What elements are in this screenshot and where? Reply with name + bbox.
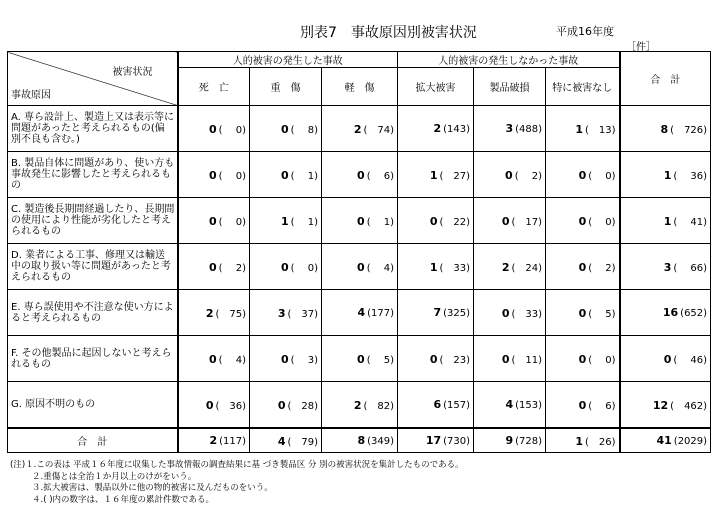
- cell-cumulative: ( 2): [218, 263, 246, 274]
- cell-count: 17: [425, 434, 442, 447]
- cell-count: 0: [209, 123, 217, 136]
- cell-count: 1: [429, 261, 438, 274]
- cell-count: 1: [575, 435, 584, 448]
- table-cell: [250, 290, 322, 336]
- cell-cumulative: (2029): [673, 436, 708, 447]
- cell-count: 0: [281, 123, 289, 136]
- cell-cumulative: ( 17): [511, 217, 543, 228]
- cell-cumulative: (157): [443, 400, 471, 411]
- table-cell: [546, 152, 620, 198]
- table-cell: [398, 198, 474, 244]
- table-cell: [620, 428, 711, 453]
- cell-cumulative: ( 4): [218, 355, 246, 366]
- cell-cumulative: ( 1): [290, 171, 318, 182]
- cell-cumulative: ( 1): [366, 217, 395, 228]
- cell-count: 0: [505, 169, 513, 182]
- cell-count: 0: [357, 215, 365, 228]
- cell-count: 4: [357, 306, 366, 319]
- cell-cumulative: ( 462): [670, 401, 708, 412]
- table-cell: [620, 244, 711, 290]
- header-spread-damage: 拡大被害: [398, 68, 474, 106]
- cell-count: 0: [357, 169, 365, 182]
- table-cell: [546, 290, 620, 336]
- table-cell: [250, 152, 322, 198]
- table-cell: [250, 106, 322, 152]
- cell-count: 2: [353, 399, 362, 412]
- header-damage-status: 被害状況: [112, 67, 153, 78]
- cell-cumulative: ( 74): [363, 125, 395, 136]
- cell-cumulative: ( 37): [287, 309, 318, 320]
- cell-count: 0: [209, 353, 217, 366]
- cell-cumulative: ( 75): [215, 309, 246, 320]
- cell-count: 0: [578, 399, 587, 412]
- cell-count: 0: [205, 399, 214, 412]
- table-cell: [398, 428, 474, 453]
- table-cell: [322, 336, 398, 382]
- row-cause-label: E. 専ら誤使用や不注意な使い方によると考えられるもの: [8, 290, 178, 336]
- table-cell: [178, 152, 250, 198]
- cell-count: 2: [501, 261, 510, 274]
- cell-count: 0: [501, 215, 510, 228]
- table-cell: [322, 152, 398, 198]
- table-cell: [398, 106, 474, 152]
- footnote-3: ３.拡大被害は、製品以外に他の物的被害に及んだものをいう。: [32, 483, 273, 493]
- cell-cumulative: (349): [367, 436, 395, 447]
- cell-cumulative: ( 0): [588, 217, 616, 228]
- footnote-1: (注)１.この表は 平成１６年度に収集した事故情報の調査結果に基 づき製品区 分 別の被害状況を集計したものである。: [10, 460, 464, 470]
- cell-cumulative: ( 0): [588, 355, 616, 366]
- header-group-injury: 人的被害の発生した事故: [178, 52, 398, 68]
- cell-count: 3: [663, 261, 672, 274]
- cell-count: 8: [357, 434, 366, 447]
- header-minor-injury: 軽 傷: [322, 68, 398, 106]
- cell-count: 0: [429, 353, 438, 366]
- cell-count: 12: [652, 399, 669, 412]
- cell-count: 0: [578, 215, 587, 228]
- table-cell: [620, 198, 711, 244]
- header-product-damage: 製品破損: [474, 68, 546, 106]
- table-cell: [250, 198, 322, 244]
- table-row: [8, 336, 711, 382]
- cell-count: 0: [578, 307, 587, 320]
- cell-cumulative: (488): [515, 124, 543, 135]
- table-cell: [322, 198, 398, 244]
- table-cell: [178, 382, 250, 429]
- cell-cumulative: ( 6): [588, 401, 616, 412]
- cell-cumulative: ( 4): [366, 263, 395, 274]
- table-cell: [620, 290, 711, 336]
- cell-count: 1: [281, 215, 289, 228]
- cell-cumulative: (117): [219, 436, 246, 447]
- header-no-damage: 特に被害なし: [546, 68, 620, 106]
- cell-count: 6: [433, 398, 442, 411]
- table-row: [8, 244, 711, 290]
- table-cell: [546, 244, 620, 290]
- row-cause-label: B. 製品自体に問題があり、使い方も事故発生に影響したと考えられるもの: [8, 152, 178, 198]
- table-cell: [546, 106, 620, 152]
- unit-label: ［件］: [626, 42, 656, 53]
- row-cause-label: A. 専ら設計上、製造上又は表示等に問題があったと考えられるもの(偏別不良も含む。): [8, 106, 178, 152]
- cell-count: 0: [209, 261, 217, 274]
- table-cell: [546, 382, 620, 429]
- table-cell: [250, 336, 322, 382]
- cell-count: 2: [205, 307, 214, 320]
- cell-count: 0: [663, 353, 672, 366]
- cell-count: 8: [660, 123, 669, 136]
- total-row: [8, 428, 711, 453]
- cell-count: 0: [209, 215, 217, 228]
- footnotes: [10, 460, 464, 506]
- cell-cumulative: ( 33): [439, 263, 471, 274]
- cell-cumulative: ( 3): [290, 355, 318, 366]
- table-cell: [474, 382, 546, 429]
- cell-cumulative: (652): [680, 308, 708, 319]
- cell-cumulative: ( 33): [511, 309, 543, 320]
- table-cell: [620, 106, 711, 152]
- cell-count: 1: [575, 123, 584, 136]
- table-cell: [250, 244, 322, 290]
- cell-cumulative: ( 22): [439, 217, 471, 228]
- cell-count: 0: [578, 261, 587, 274]
- cell-cumulative: ( 23): [439, 355, 471, 366]
- table-cell: [398, 244, 474, 290]
- cell-cumulative: ( 2): [588, 263, 616, 274]
- table-cell: [620, 152, 711, 198]
- cell-cumulative: ( 36): [673, 171, 708, 182]
- cell-count: 7: [433, 306, 442, 319]
- cell-cumulative: ( 41): [673, 217, 708, 228]
- header-serious-injury: 重 傷: [250, 68, 322, 106]
- cell-cumulative: ( 2): [514, 171, 543, 182]
- fiscal-year-label: 平成16年度: [556, 25, 614, 38]
- cell-count: 0: [357, 261, 365, 274]
- table-cell: [398, 336, 474, 382]
- table-cell: [322, 290, 398, 336]
- cell-cumulative: ( 26): [585, 437, 616, 448]
- table-row: [8, 290, 711, 336]
- table-cell: [474, 152, 546, 198]
- table-row: [8, 106, 711, 152]
- cell-count: 16: [662, 306, 679, 319]
- header-diagonal-cell: [8, 52, 178, 106]
- table-cell: [322, 428, 398, 453]
- cell-cumulative: (177): [367, 308, 395, 319]
- row-cause-label: G. 原因不明のもの: [8, 382, 178, 429]
- cell-count: 1: [429, 169, 438, 182]
- cell-count: 2: [209, 434, 218, 447]
- cell-cumulative: ( 13): [585, 125, 616, 136]
- cell-count: 0: [357, 353, 365, 366]
- table-cell: [322, 382, 398, 429]
- header-group-no-injury: 人的被害の発生しなかった事故: [398, 52, 620, 68]
- table-cell: [398, 152, 474, 198]
- cell-count: 0: [281, 261, 289, 274]
- cell-cumulative: ( 0): [290, 263, 318, 274]
- table-cell: [546, 428, 620, 453]
- cell-cumulative: ( 79): [287, 437, 318, 448]
- table-cell: [474, 198, 546, 244]
- cell-count: 2: [433, 122, 442, 135]
- table-cell: [322, 106, 398, 152]
- cell-cumulative: ( 0): [218, 217, 246, 228]
- cell-cumulative: ( 5): [366, 355, 395, 366]
- cell-count: 3: [277, 307, 286, 320]
- cell-cumulative: ( 0): [588, 171, 616, 182]
- cell-count: 0: [281, 353, 289, 366]
- cell-count: 4: [277, 435, 286, 448]
- row-cause-label: F. その他製品に起因しないと考えられるもの: [8, 336, 178, 382]
- cell-cumulative: ( 0): [218, 125, 246, 136]
- table-cell: [474, 290, 546, 336]
- footnote-4: ４.( )内の数字は、１６年度の累計件数である。: [32, 494, 215, 505]
- cell-cumulative: (730): [443, 436, 471, 447]
- table-cell: [474, 428, 546, 453]
- cell-cumulative: ( 726): [670, 125, 708, 136]
- cell-cumulative: ( 1): [290, 217, 318, 228]
- table-title: 別表7 事故原因別被害状況: [300, 25, 477, 41]
- cell-cumulative: ( 27): [439, 171, 471, 182]
- cell-cumulative: ( 0): [218, 171, 246, 182]
- total-label: 合 計: [8, 428, 178, 453]
- table-cell: [178, 106, 250, 152]
- cell-cumulative: ( 82): [363, 401, 395, 412]
- table-cell: [474, 336, 546, 382]
- table-row: [8, 382, 711, 429]
- cell-cumulative: ( 66): [673, 263, 708, 274]
- cell-count: 1: [663, 215, 672, 228]
- table-row: [8, 198, 711, 244]
- table-cell: [322, 244, 398, 290]
- cell-cumulative: ( 6): [366, 171, 395, 182]
- header-death: 死 亡: [178, 68, 250, 106]
- cell-count: 0: [429, 215, 438, 228]
- header-accident-cause: 事故原因: [11, 90, 51, 101]
- table-cell: [474, 244, 546, 290]
- cell-cumulative: (143): [443, 124, 471, 135]
- table-cell: [620, 382, 711, 429]
- cell-cumulative: ( 24): [511, 263, 543, 274]
- row-cause-label: C. 製造後長期間経過したり、長期間の使用により性能が劣化したと考えられるもの: [8, 198, 178, 244]
- cell-cumulative: (325): [443, 308, 471, 319]
- cell-count: 0: [578, 353, 587, 366]
- table-cell: [620, 336, 711, 382]
- cell-count: 41: [656, 434, 672, 447]
- row-cause-label: D. 業者による工事、修理又は輸送中の取り扱い等に問題があったと考えられるもの: [8, 244, 178, 290]
- table-cell: [178, 198, 250, 244]
- cell-count: 0: [209, 169, 217, 182]
- cell-cumulative: ( 11): [511, 355, 543, 366]
- cell-count: 3: [505, 122, 514, 135]
- cell-cumulative: ( 5): [588, 309, 616, 320]
- cell-cumulative: ( 28): [287, 401, 318, 412]
- cell-cumulative: ( 46): [673, 355, 708, 366]
- cell-count: 9: [505, 434, 514, 447]
- cell-cumulative: ( 36): [215, 401, 246, 412]
- cell-count: 1: [663, 169, 672, 182]
- table-cell: [546, 198, 620, 244]
- table-cell: [250, 428, 322, 453]
- cell-count: 0: [578, 169, 587, 182]
- cell-count: 0: [281, 169, 289, 182]
- cell-count: 0: [501, 353, 510, 366]
- header-total: 合 計: [620, 52, 711, 106]
- footnote-2: ２.重傷とは全治１か月以上のけがをいう。: [32, 471, 197, 482]
- cell-count: 0: [277, 399, 286, 412]
- table-cell: [178, 428, 250, 453]
- table-cell: [546, 336, 620, 382]
- table-cell: [178, 244, 250, 290]
- cell-count: 0: [501, 307, 510, 320]
- table-cell: [398, 290, 474, 336]
- cell-cumulative: ( 8): [290, 125, 318, 136]
- table-row: [8, 152, 711, 198]
- table-cell: [178, 290, 250, 336]
- table-cell: [398, 382, 474, 429]
- table-cell: [474, 106, 546, 152]
- cell-cumulative: (153): [515, 400, 543, 411]
- accident-cause-table: [7, 51, 711, 453]
- cell-cumulative: (728): [515, 436, 543, 447]
- table-cell: [250, 382, 322, 429]
- cell-count: 4: [505, 398, 514, 411]
- table-cell: [178, 336, 250, 382]
- cell-count: 2: [353, 123, 362, 136]
